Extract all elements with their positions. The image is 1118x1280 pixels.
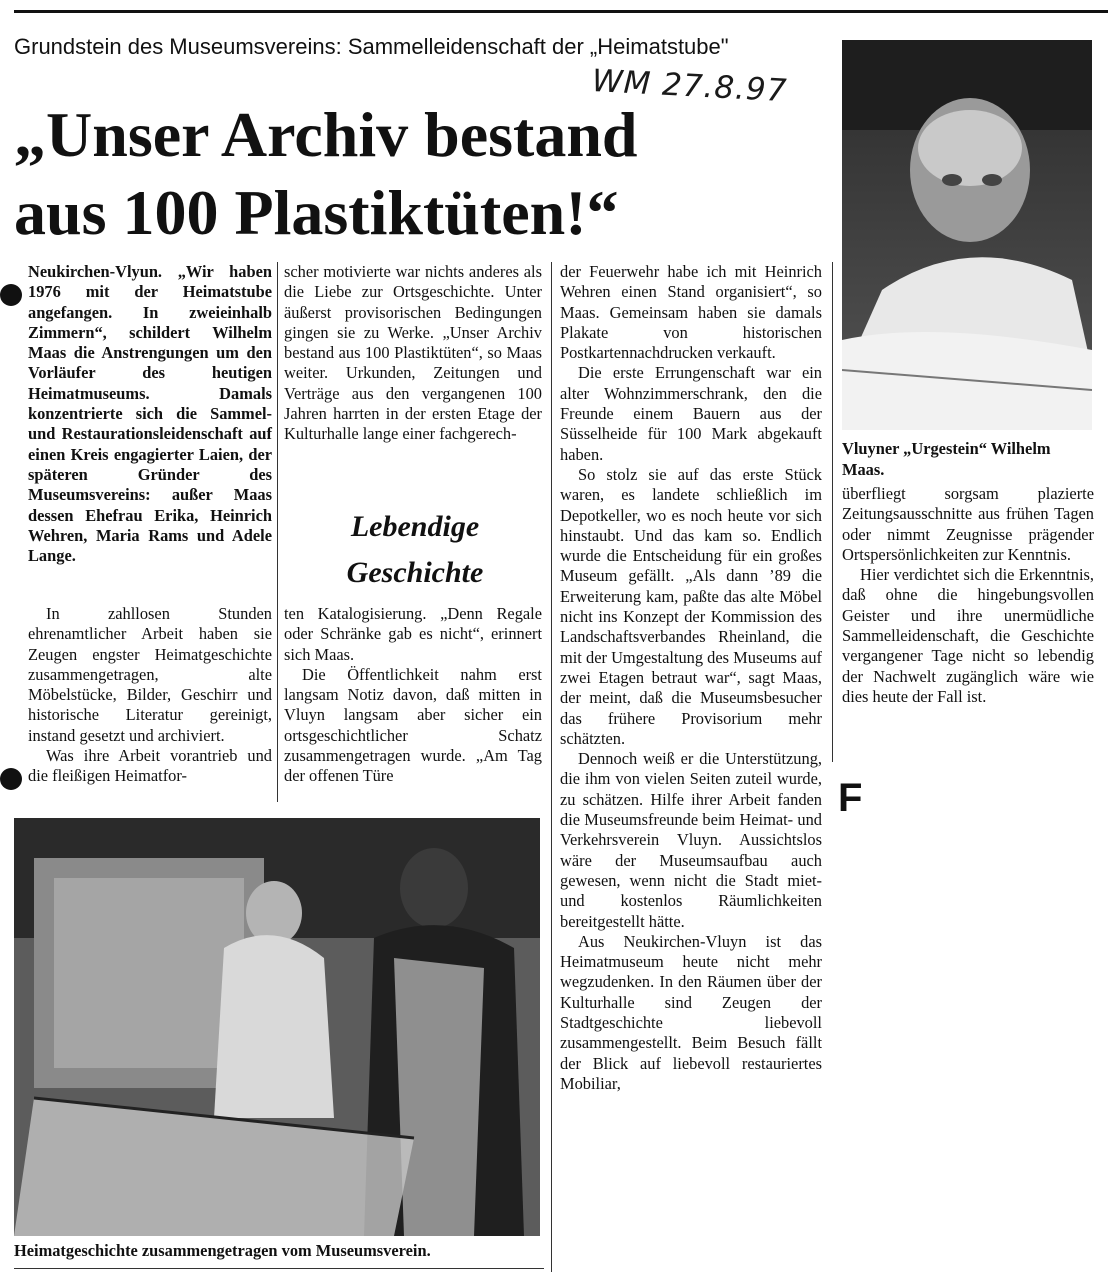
- subheading: [300, 504, 530, 596]
- article-paragraph: ten Katalogisierung. „Denn Regale oder Schränke gab es nicht“, erinnert sich Maas.: [284, 604, 542, 664]
- subheading-line-2: Geschichte: [346, 556, 484, 589]
- museum-photo: [14, 818, 540, 1236]
- portrait-caption: Vluyner „Urgestein“ Wilhelm Maas.: [842, 439, 1051, 479]
- article-column-2-top: [284, 262, 542, 445]
- article-column-2-bottom: [284, 604, 542, 787]
- article-paragraph: Aus Neukirchen-Vluyn ist das Heimatmuseum heute nicht mehr wegzudenken. In den Räumen über der Kulturhalle sind Zeugen der Stadtgeschichte liebevoll zusammengestellt. Beim Besuch fällt der Blick auf liebevoll restauriertes Mobiliar,: [560, 931, 822, 1093]
- punch-hole: [0, 768, 22, 790]
- article-paragraph: So stolz sie auf das erste Stück waren, es landete schließlich im Depotkeller, wo es noch heute vor sich hinstaubt. Und das kam so. Endlich wurde die Entscheidung für ein großes Museum gefällt. „Als dann ’89 die Erweiterung kam, paßte das alte Möbel nicht ins Konzept der Kommission des Landschaftsverbandes Rheinland, die mit der Umgestaltung des Museums auf zwei Etagen betraut war“, sagt Maas, der meint, daß die Museumsbesucher das frühere Provisorium mehr schätzten.: [560, 464, 822, 748]
- kicker-line: Grundstein des Museumsvereins: Sammelleidenschaft der „Heimatstube": [14, 34, 729, 59]
- article-paragraph: überfliegt sorgsam plazierte Zeitungsausschnitte aus frühen Tagen oder nimmt Zeugnisse prägender Ortspersönlichkeiten zur Kenntnis.: [842, 484, 1094, 564]
- article-column-1-top: [28, 262, 272, 566]
- article-lead-paragraph: Neukirchen-Vlyun. „Wir haben 1976 mit der Heimatstube angefangen. In zweieinhalb Zimmern“, schildert Wilhelm Maas die Anstrengungen um den Vorläufer des heutigen Heimatmuseums. Damals konzentrierte sich die Sammel- und Restaurationsleidenschaft auf einen Kreis engagierter Laien, der späteren Gründer des Museumsvereins: außer Maas dessen Ehefrau Erika, Heinrich Wehren, Maria Rams und Adele Lange.: [28, 262, 272, 566]
- article-paragraph: scher motivierte war nichts anderes als die Liebe zur Ortsgeschichte. Unter äußerst provisorischen Bedingungen gingen sie zu Werke. „Unser Archiv bestand aus 100 Plastiktüten“, so Maas weiter. Urkunden, Zeitungen und Verträge aus den vergangenen 100 Jahren harrten in der ersten Etage der Kulturhalle lange einer fachgerech-: [284, 262, 542, 444]
- portrait-photo: [842, 40, 1092, 430]
- article-paragraph: Was ihre Arbeit vorantrieb und die fleißigen Heimatfor-: [28, 746, 272, 786]
- headline-line-1: „Unser Archiv bestand: [14, 99, 638, 170]
- headline-line-2: aus 100 Plastiktüten!“: [14, 177, 619, 248]
- article-paragraph: Die erste Errungenschaft war ein alter Wohnzimmerschrank, den die Freunde einem Bauern aus der Süsselheide für 100 Mark abgekauft haben.: [560, 363, 822, 464]
- column-divider: [277, 262, 278, 802]
- fragment-letter: F: [838, 776, 863, 820]
- subheading-line-1: Lebendige: [350, 510, 480, 543]
- article-column-1-bottom: [28, 604, 272, 787]
- museum-photo-caption: Heimatgeschichte zusammengetragen vom Museumsverein.: [14, 1241, 431, 1260]
- top-rule: [14, 10, 1108, 13]
- column-divider: [551, 262, 552, 1272]
- bottom-rule: [14, 1268, 544, 1269]
- article-paragraph: Dennoch weiß er die Unterstützung, die ihm von vielen Seiten zuteil wurde, zu schätzen. Hilfe ihrer Arbeit fanden die Museumsfreunde beim Heimat- und Verkehrsverein Vluyn. Aussichtslos wäre der Museumsaufbau auch gewesen, wenn nicht die Stadt miet- und kostenlos Räumlichkeiten bereitgestellt hätte.: [560, 749, 822, 931]
- article-paragraph: In zahllosen Stunden ehrenamtlicher Arbeit haben sie Zeugen engster Heimatgeschichte zusammengetragen, alte Möbelstücke, Bilder, Geschirr und historische Literatur gereinigt, instand gesetzt und archiviert.: [28, 604, 272, 745]
- article-paragraph: Die Öffentlichkeit nahm erst langsam Notiz davon, daß mitten in Vluyn langsam aber sicher ein ortsgeschichtlicher Schatz zusammengetragen wurde. „Am Tag der offenen Türe: [284, 664, 542, 786]
- headline: [14, 96, 834, 252]
- column-divider: [832, 262, 833, 762]
- article-column-3: [560, 262, 822, 1094]
- handwritten-date-note: WM 27.8.97: [591, 63, 789, 110]
- article-paragraph: Hier verdichtet sich die Erkenntnis, daß ohne die hingebungsvollen Geister und ihre unermüdliche Sammelleidenschaft, die Geschichte vergangener Tage nicht so lebendig der Nachwelt zugänglich wäre wie dies heute der Fall ist.: [842, 565, 1094, 706]
- punch-hole: [0, 284, 22, 306]
- article-column-4: [842, 484, 1094, 707]
- article-paragraph: der Feuerwehr habe ich mit Heinrich Wehren einen Stand organisiert“, so Maas. Gemeinsam haben sie damals Plakate von historischen Postkartennachdrucken verkauft.: [560, 262, 822, 363]
